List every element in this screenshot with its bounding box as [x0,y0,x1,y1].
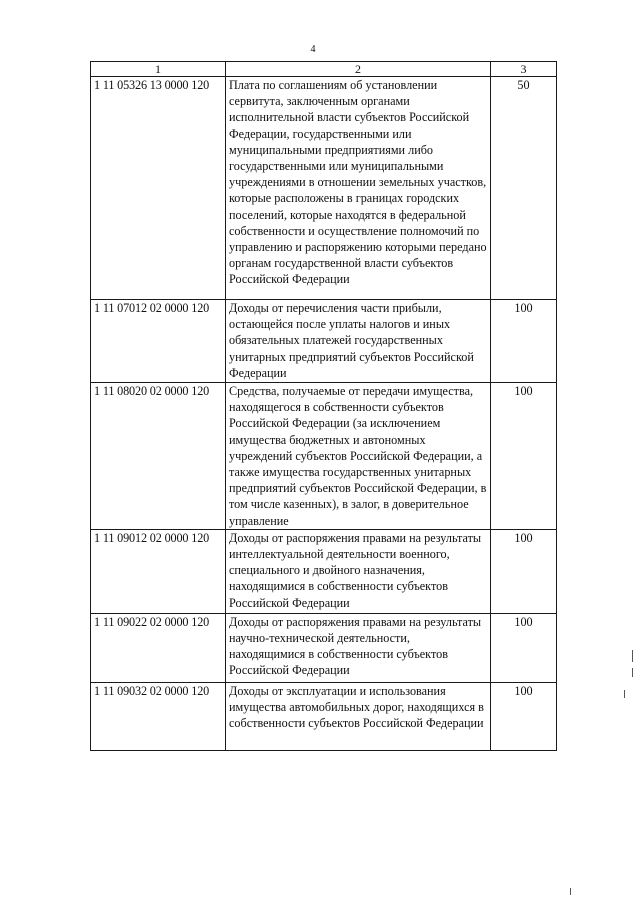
revenue-description: Доходы от распоряжения правами на результаты интеллектуальной деятельности военного, специального и двойного назначения, находящимися в собственности субъектов Российской Федерации [226,529,491,613]
table-row [91,383,557,530]
revenue-code: 1 11 08020 02 0000 120 [91,383,226,530]
table-row [91,529,557,613]
distribution-norm: 100 [491,300,557,383]
distribution-norm: 100 [491,613,557,682]
page-number: 4 [310,44,316,55]
revenue-code: 1 11 07012 02 0000 120 [91,300,226,383]
scan-margin-mark [570,888,571,895]
column-header-code: 1 [91,62,226,77]
distribution-norm: 100 [491,529,557,613]
scan-margin-mark [632,668,633,677]
column-header-norm: 3 [491,62,557,77]
distribution-norm: 100 [491,682,557,750]
table-row [91,613,557,682]
table-header [91,62,557,77]
revenue-description: Доходы от перечисления части прибыли, остающейся после уплаты налогов и иных обязательных платежей государственных унитарных предприятий субъектов Российской Федерации [226,300,491,383]
distribution-norm: 100 [491,383,557,530]
table-body [91,77,557,751]
column-header-description: 2 [226,62,491,77]
revenue-description: Доходы от распоряжения правами на результаты научно-технической деятельности, находящимися в собственности субъектов Российской Федерации [226,613,491,682]
revenue-code: 1 11 09022 02 0000 120 [91,613,226,682]
revenue-code: 1 11 09012 02 0000 120 [91,529,226,613]
scan-margin-mark [624,690,625,698]
revenue-distribution-table [90,61,557,751]
revenue-code: 1 11 09032 02 0000 120 [91,682,226,750]
table-row [91,682,557,750]
table-row [91,77,557,300]
table-header-row [91,62,557,77]
revenue-description: Плата по соглашениям об установлении сервитута, заключенным органами исполнительной власти субъектов Российской Федерации, государственными или муниципальными предприятиями либо государственными или муниципальными учреждениями в отношении земельных участков, которые расположены в границах городских поселений, которые находятся в федеральной собственности и осуществление полномочий по управлению и распоряжению которыми передано органам государственной власти субъектов Российской Федерации [226,77,491,300]
table-row [91,300,557,383]
revenue-description: Доходы от эксплуатации и использования имущества автомобильных дорог, находящихся в собственности субъектов Российской Федерации [226,682,491,750]
scan-margin-mark [632,650,633,662]
distribution-norm: 50 [491,77,557,300]
revenue-code: 1 11 05326 13 0000 120 [91,77,226,300]
revenue-description: Средства, получаемые от передачи имущества, находящегося в собственности субъектов Российской Федерации (за исключением имущества бюджетных и автономных учреждений субъектов Российской Федерации, а также имущества государственных унитарных предприятий субъектов Российской Федерации, в том числе казенных), в залог, в доверительное управление [226,383,491,530]
